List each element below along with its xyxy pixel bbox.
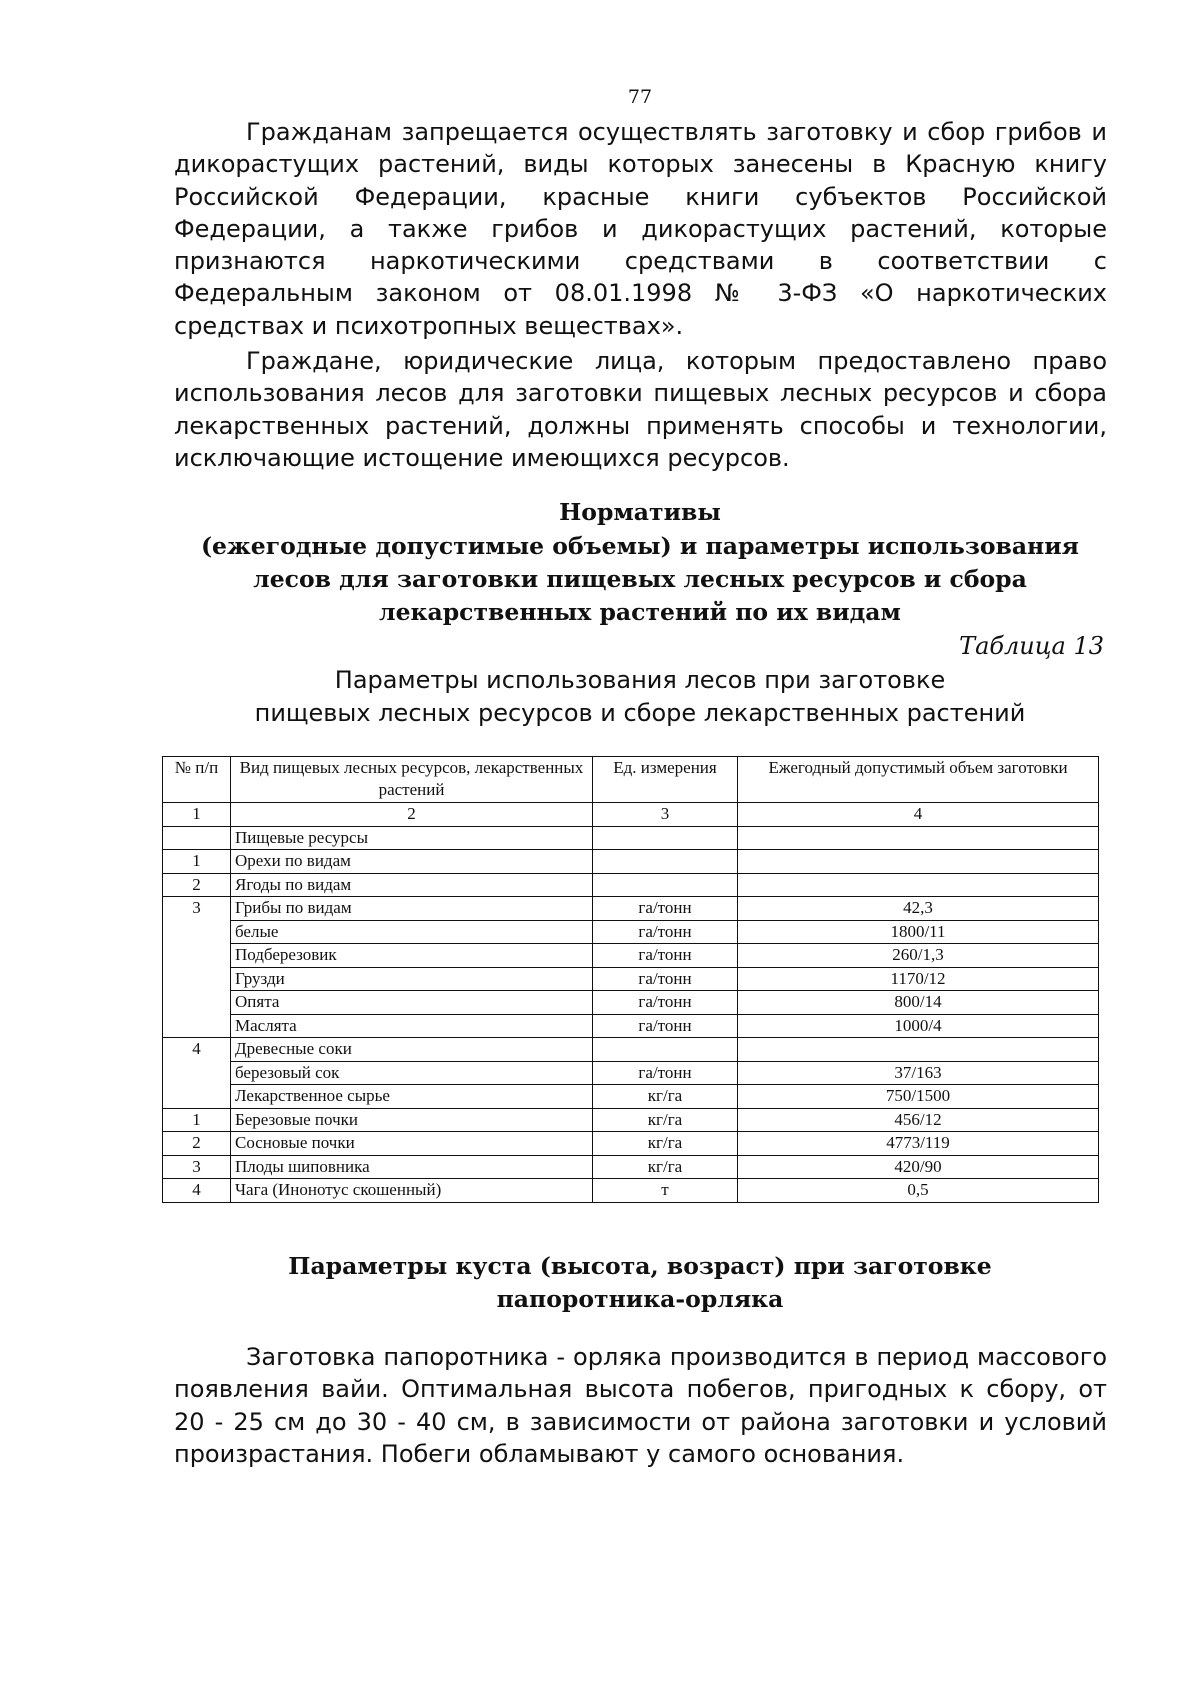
cell-unit: кг/га bbox=[593, 1085, 738, 1109]
cell-volume: 800/14 bbox=[738, 991, 1099, 1015]
cell-resource-name: Березовые почки bbox=[231, 1108, 593, 1132]
cell-volume: 420/90 bbox=[738, 1155, 1099, 1179]
cell-resource-name: Орехи по видам bbox=[231, 850, 593, 874]
cell-volume: 42,3 bbox=[738, 897, 1099, 921]
table-caption-line2: пищевых лесных ресурсов и сборе лекарственных растений bbox=[254, 699, 1026, 727]
cell-volume: 456/12 bbox=[738, 1108, 1099, 1132]
table-row bbox=[163, 850, 1099, 874]
table-caption-line1: Параметры использования лесов при заготовке bbox=[334, 666, 946, 694]
cell-unit: т bbox=[593, 1179, 738, 1203]
cell-unit: га/тонн bbox=[593, 1061, 738, 1085]
cell-unit bbox=[593, 873, 738, 897]
norms-table bbox=[162, 756, 1099, 1203]
cell-number: 1 bbox=[163, 1108, 231, 1132]
fern-heading-line2: папоротника-орляка bbox=[496, 1285, 784, 1313]
table-caption bbox=[150, 664, 1130, 730]
cell-unit: га/тонн bbox=[593, 897, 738, 921]
cell-unit: га/тонн bbox=[593, 991, 738, 1015]
cell-volume bbox=[738, 873, 1099, 897]
cell-volume: 1170/12 bbox=[738, 967, 1099, 991]
cell-volume: 37/163 bbox=[738, 1061, 1099, 1085]
cell-unit bbox=[593, 1038, 738, 1062]
table-row bbox=[163, 1038, 1099, 1062]
table-row bbox=[163, 1155, 1099, 1179]
paragraph-methods: Граждане, юридические лица, которым предоставлено право использования лесов для заготовки пищевых лесных ресурсов и сбора лекарственных растений, должны применять способы и технологии, исключающие истощение имеющихся ресурсов. bbox=[174, 347, 1107, 472]
cell-number: 4 bbox=[163, 1038, 231, 1109]
header-annual-volume: Ежегодный допустимый объем заготовки bbox=[738, 757, 1099, 803]
cell-resource-name: Ягоды по видам bbox=[231, 873, 593, 897]
cell-unit: кг/га bbox=[593, 1108, 738, 1132]
table-row bbox=[163, 1061, 1099, 1085]
cell-unit: кг/га bbox=[593, 1155, 738, 1179]
table-row bbox=[163, 1108, 1099, 1132]
table-row bbox=[163, 897, 1099, 921]
cell-volume: 750/1500 bbox=[738, 1085, 1099, 1109]
cell-resource-name: Сосновые почки bbox=[231, 1132, 593, 1156]
cell-number: 2 bbox=[163, 1132, 231, 1156]
cell-number: 4 bbox=[163, 1179, 231, 1203]
cell-number: 3 bbox=[163, 1155, 231, 1179]
cell-resource-name: Пищевые ресурсы bbox=[231, 826, 593, 850]
cell-number: 1 bbox=[163, 850, 231, 874]
table-row bbox=[163, 920, 1099, 944]
table-column-numbers-row bbox=[163, 803, 1099, 827]
cell-unit: га/тонн bbox=[593, 1014, 738, 1038]
page-number: 77 bbox=[627, 86, 653, 108]
cell-volume bbox=[738, 1038, 1099, 1062]
fern-section-heading bbox=[160, 1250, 1120, 1316]
header-number: № п/п bbox=[163, 757, 231, 803]
cell-unit: га/тонн bbox=[593, 920, 738, 944]
column-number: 2 bbox=[231, 803, 593, 827]
cell-resource-name: березовый сок bbox=[231, 1061, 593, 1085]
cell-volume: 0,5 bbox=[738, 1179, 1099, 1203]
section-heading-title: Нормативы bbox=[559, 498, 721, 526]
table-row bbox=[163, 1179, 1099, 1203]
fern-heading-line1: Параметры куста (высота, возраст) при заготовке bbox=[288, 1252, 992, 1280]
paragraph-fern-harvest: Заготовка папоротника - орляка производится в период массового появления вайи. Оптимальная высота побегов, пригодных к сбору, от 20 - 25 см до 30 - 40 см, в зависимости от района заготовки и условий произрастания. Побеги обламывают у самого основания. bbox=[174, 1343, 1107, 1468]
table-row bbox=[163, 991, 1099, 1015]
section-heading-subtitle: (ежегодные допустимые объемы) и параметры использования лесов для заготовки пищевых лесных ресурсов и сбора лекарственных растений по их видам bbox=[200, 532, 1080, 626]
cell-number: 3 bbox=[163, 897, 231, 1038]
cell-volume: 1000/4 bbox=[738, 1014, 1099, 1038]
cell-volume bbox=[738, 826, 1099, 850]
cell-unit: кг/га bbox=[593, 1132, 738, 1156]
cell-unit: га/тонн bbox=[593, 967, 738, 991]
column-number: 1 bbox=[163, 803, 231, 827]
table-row bbox=[163, 873, 1099, 897]
table-row bbox=[163, 1014, 1099, 1038]
paragraph-prohibition: Гражданам запрещается осуществлять заготовку и сбор грибов и дикорастущих растений, виды которых занесены в Красную книгу Российской Федерации, красные книги субъектов Российской Федерации, а также грибов и дикорастущих растений, которые признаются наркотическими средствами в соответствии с Федеральным законом от 08.01.1998 № 3-ФЗ «О наркотических средствах и психотропных веществах». bbox=[174, 118, 1107, 340]
table-body bbox=[163, 826, 1099, 1202]
cell-unit bbox=[593, 850, 738, 874]
cell-resource-name: Древесные соки bbox=[231, 1038, 593, 1062]
column-number: 3 bbox=[593, 803, 738, 827]
cell-resource-name: Маслята bbox=[231, 1014, 593, 1038]
cell-resource-name: Опята bbox=[231, 991, 593, 1015]
cell-resource-name: Грузди bbox=[231, 967, 593, 991]
cell-number bbox=[163, 826, 231, 850]
table-row bbox=[163, 967, 1099, 991]
cell-volume: 4773/119 bbox=[738, 1132, 1099, 1156]
cell-unit bbox=[593, 826, 738, 850]
header-unit: Ед. измерения bbox=[593, 757, 738, 803]
cell-unit: га/тонн bbox=[593, 944, 738, 968]
cell-number: 2 bbox=[163, 873, 231, 897]
cell-resource-name: Подберезовик bbox=[231, 944, 593, 968]
cell-volume bbox=[738, 850, 1099, 874]
column-number: 4 bbox=[738, 803, 1099, 827]
cell-volume: 1800/11 bbox=[738, 920, 1099, 944]
table-row bbox=[163, 826, 1099, 850]
cell-resource-name: белые bbox=[231, 920, 593, 944]
cell-resource-name: Лекарственное сырье bbox=[231, 1085, 593, 1109]
table-header-row bbox=[163, 757, 1099, 803]
cell-resource-name: Чага (Инонотус скошенный) bbox=[231, 1179, 593, 1203]
cell-resource-name: Плоды шиповника bbox=[231, 1155, 593, 1179]
header-resource-type: Вид пищевых лесных ресурсов, лекарственных растений bbox=[231, 757, 593, 803]
table-label: Таблица 13 bbox=[959, 632, 1104, 660]
table-row bbox=[163, 944, 1099, 968]
table-row bbox=[163, 1132, 1099, 1156]
cell-resource-name: Грибы по видам bbox=[231, 897, 593, 921]
table-row bbox=[163, 1085, 1099, 1109]
cell-volume: 260/1,3 bbox=[738, 944, 1099, 968]
